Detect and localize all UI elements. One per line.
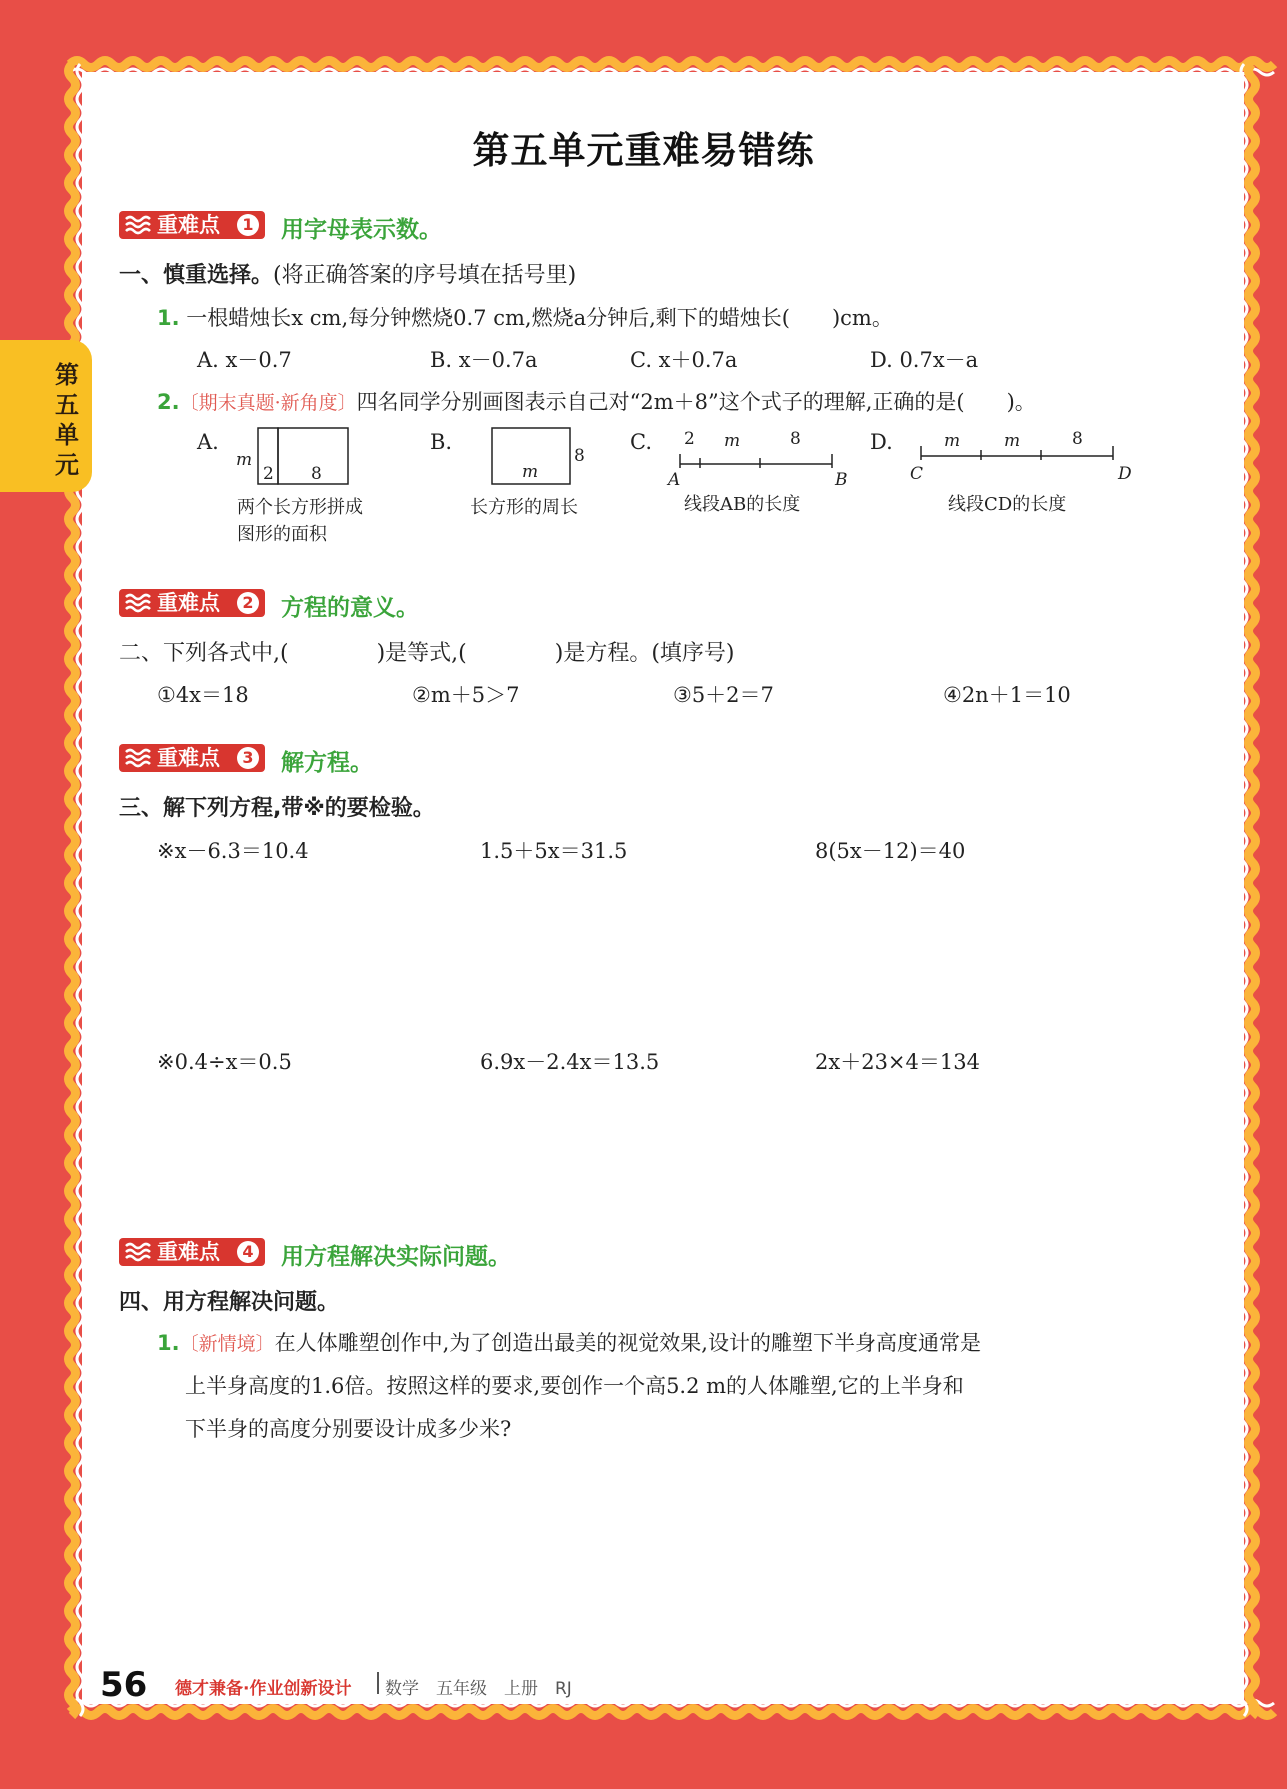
- expression-4: ④2n＋1＝10: [943, 683, 1071, 707]
- question-number: 2.: [157, 390, 180, 414]
- question-text: 四名同学分别画图表示自己对“2m＋8”这个式子的理解,正确的是( )。: [356, 390, 1036, 414]
- question-line-1: 在人体雕塑创作中,为了创造出最美的视觉效果,设计的雕塑下半身高度通常是: [274, 1331, 981, 1355]
- diagram-c-label-2: 2: [684, 429, 695, 449]
- diagram-c-label-8: 8: [790, 429, 801, 449]
- option-d: D. 0.7x－a: [870, 348, 979, 372]
- diagram-a-label-2: 2: [263, 464, 274, 484]
- section-4-heading: 四、用方程解决问题。: [119, 1290, 340, 1315]
- equation-4: ※0.4÷x＝0.5: [157, 1050, 292, 1074]
- section-1-heading-text: 一、慎重选择。: [119, 263, 274, 288]
- diagram-d-label-8: 8: [1072, 429, 1083, 449]
- footer-brand: 德才兼备·作业创新设计: [175, 1679, 352, 1699]
- question-number: 1.: [157, 306, 180, 330]
- equation-1: ※x－6.3＝10.4: [157, 839, 309, 863]
- option-c: C. x＋0.7a: [630, 348, 738, 372]
- badge-number: 2: [237, 592, 259, 614]
- question-line-2: 上半身高度的1.6倍。按照这样的要求,要创作一个高5.2 m的人体雕塑,它的上半身和: [185, 1374, 964, 1398]
- badge-number: 4: [237, 1241, 259, 1263]
- expression-3: ③5＋2＝7: [673, 683, 774, 707]
- footer-info: 数学 五年级 上册 RJ: [385, 1679, 572, 1699]
- badge-number: 3: [237, 747, 259, 769]
- question-text: 一根蜡烛长x cm,每分钟燃烧0.7 cm,燃烧a分钟后,剩下的蜡烛长( )cm。: [186, 306, 893, 330]
- badge-number: 1: [237, 214, 259, 236]
- expression-1: ①4x＝18: [157, 683, 249, 707]
- diagram-d-label-m2: m: [1004, 431, 1021, 451]
- key-point-title-4: 用方程解决实际问题。: [281, 1244, 511, 1270]
- page-title: 第五单元重难易错练: [472, 129, 815, 172]
- badge-label: 重难点: [157, 591, 220, 615]
- key-point-title-2: 方程的意义。: [281, 595, 419, 621]
- diagram-d-point-d: D: [1118, 464, 1132, 484]
- question-number: 1.: [157, 1331, 180, 1355]
- diagram-c-letter: C.: [630, 430, 652, 454]
- equation-3: 8(5x－12)＝40: [815, 839, 966, 863]
- badge-label: 重难点: [157, 746, 220, 770]
- diagram-b-label-m: m: [522, 462, 539, 482]
- option-a: A. x－0.7: [197, 348, 292, 372]
- diagram-d-point-c: C: [910, 464, 924, 484]
- badge-label: 重难点: [157, 213, 220, 237]
- diagram-a-caption-1: 两个长方形拼成: [237, 497, 363, 518]
- key-point-title-3: 解方程。: [281, 750, 373, 776]
- section-3-heading: 三、解下列方程,带※的要检验。: [119, 796, 435, 821]
- diagram-d-caption: 线段CD的长度: [948, 494, 1067, 515]
- question-line-3: 下半身的高度分别要设计成多少米?: [185, 1417, 512, 1441]
- question-tag: 〔期末真题·新角度〕: [179, 392, 357, 414]
- diagram-c-caption: 线段AB的长度: [684, 494, 801, 515]
- diagram-a-letter: A.: [197, 430, 219, 454]
- equation-6: 2x＋23×4＝134: [815, 1050, 980, 1074]
- diagram-d-label-m1: m: [944, 431, 961, 451]
- diagram-a-label-8: 8: [311, 464, 322, 484]
- diagram-d-letter: D.: [870, 430, 893, 454]
- option-b: B. x－0.7a: [430, 348, 538, 372]
- diagram-b-caption: 长方形的周长: [470, 497, 578, 518]
- page-number: 56: [100, 1665, 148, 1705]
- equation-2: 1.5＋5x＝31.5: [480, 839, 628, 863]
- question-tag: 〔新情境〕: [179, 1333, 275, 1355]
- expression-2: ②m＋5＞7: [412, 683, 520, 707]
- section-2-heading-text: 二、下列各式中,( )是等式,( )是方程。: [119, 641, 652, 666]
- section-2-note: (填序号): [651, 641, 735, 666]
- diagram-a-caption-2: 图形的面积: [237, 524, 327, 545]
- section-1-note: (将正确答案的序号填在括号里): [273, 263, 577, 288]
- diagram-c-point-b: B: [835, 470, 848, 490]
- diagram-b-label-8: 8: [574, 446, 585, 466]
- diagram-a-label-m: m: [236, 450, 253, 470]
- diagram-c-point-a: A: [668, 470, 681, 490]
- diagram-c-label-m: m: [724, 431, 741, 451]
- equation-5: 6.9x－2.4x＝13.5: [480, 1050, 660, 1074]
- key-point-title-1: 用字母表示数。: [281, 217, 442, 243]
- unit-side-tab-label: 第五单元: [55, 361, 79, 479]
- badge-label: 重难点: [157, 1240, 220, 1264]
- unit-side-tab: [0, 340, 92, 492]
- diagram-b-letter: B.: [430, 430, 453, 454]
